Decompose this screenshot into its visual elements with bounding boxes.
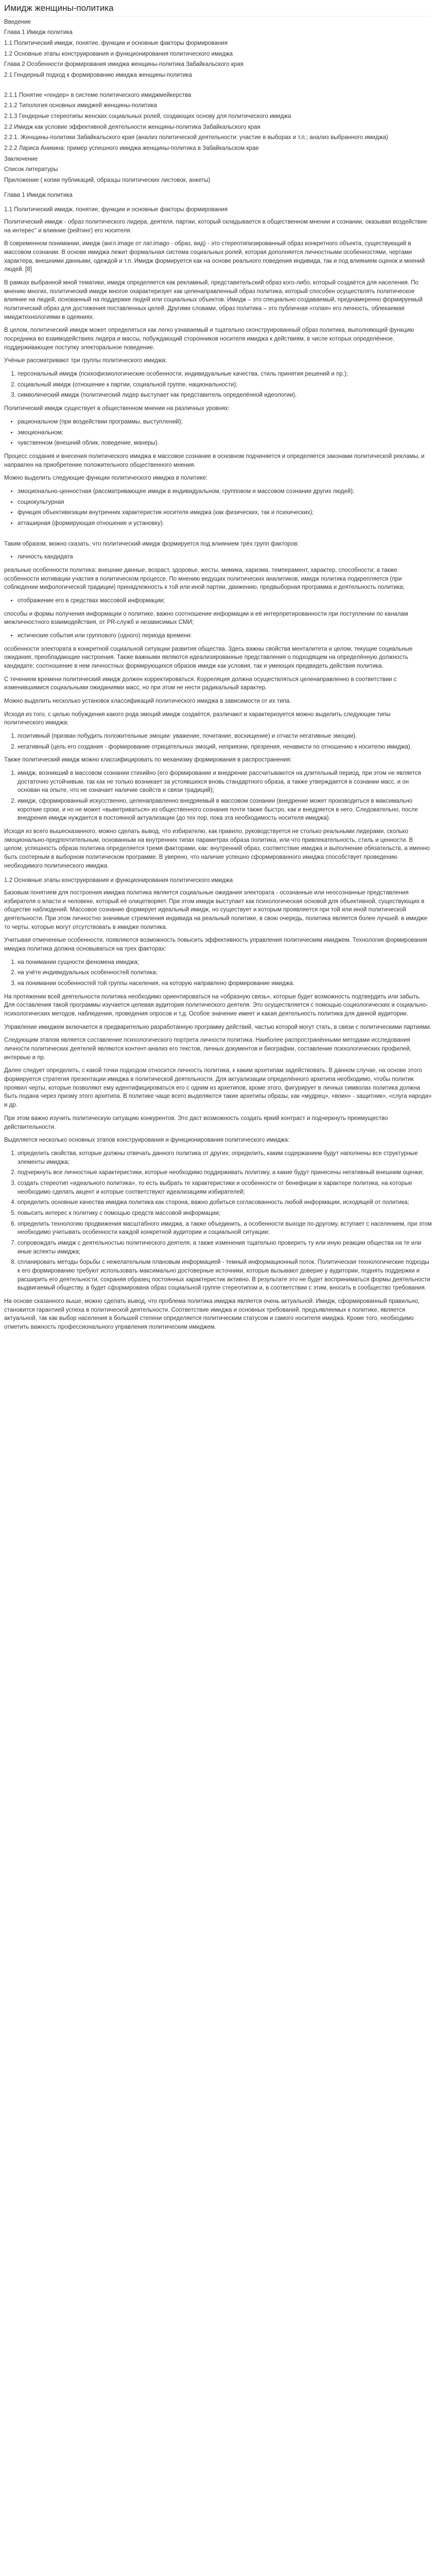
list-item: • атташирная (формирующая отношение и установку). (18, 519, 432, 528)
paragraph: реальные особенности политика: внешние данные, возраст, здоровье, жесты, мимика, харизма, темперамент, характер, способности; а также особенности мотивации участия в политическом процессе. По мнению ведущих политических аналитиков, имидж политика подкрепляется (при соблюдении мифологической традиции) принадлежность к той или иной партии, движению, предвыборная программа и деятельность политика; (4, 567, 405, 591)
toc-appendix-link[interactable]: Приложение ( копии публикаций, образцы политических листовок, анкеты) (4, 177, 211, 184)
paragraph: Выделяется несколько основных этапов конструирования и функционирования политического имиджа: (4, 1137, 290, 1144)
list-item: 6. определить технологию продвижения масштабного имиджа, а также объединить, а особенности выходе по-другому, вступает с населением, при этом необходимо учитывать особенности каждой конкретной аудитории и социальной ситуации; (18, 1220, 432, 1237)
list-item: 2. подчеркнуть все личностные характеристики, которые необходимо поддерживать политику, а какие будут принесены негативный внешним оценки; (18, 1168, 432, 1177)
paragraph: Исходя из всего вышесказанного, можно сделать вывод, что избирателю, как правило, руководствуется не столько реальными лидерами, сколько эмоционально-предпочтительным, основанным на внутренних типах параметрах образа политика, или что привлекательность, стиль и ценности. В целом, успешность образа политика определяется тремя факторами, как: внутренний образ, соответствие имиджа и выполнение обязательств, а именно быть соотерным в выборном политическом программе. В уверено, что наличие успешно сформированного имиджа способствует проведению необходимого политического имиджа. (4, 828, 430, 869)
list-item: 1. определить свойства, которые должны отвечать данного политика от других; определить, каким содержанием будут наполнены все структурные элементы имиджа; (18, 1149, 432, 1166)
toc-section-2-2-2-link[interactable]: 2.2.2 Лариса Аникина: пример успешного имиджа женщины-политика в Забайкальском крае (4, 145, 259, 152)
list-item: • чувственном (внешний облик, поведение, манеры). (18, 439, 432, 448)
list-item: • отображение его в средствах массовой информации; (18, 597, 432, 605)
toc-section-2-1-1-link[interactable]: 2.1.1 Понятие «гендер» в системе политического имиджмейкерства (4, 92, 191, 98)
toc-section-2-2-link[interactable]: 2.2 Имидж как условие эффективной деятельности женщины-политика Забайкальского края (4, 124, 260, 130)
paragraph: особенности электората в конкретной социальной ситуации развития общества. Здесь важны свойства менталитета и целом, текущие социальные ожидания, преобладающие настроения. Также важными являются идеализированные представления о подходящем на определённую должность кандидате; соотношение в нем личностных формирующихся образов имидж как условия, так и умеющих предвидеть действия политика. (4, 646, 413, 669)
toc-conclusion-link[interactable]: Заключение (4, 156, 38, 162)
list-item: • рациональном (при воздействии программы, выступлений); (18, 418, 432, 427)
formation-mechanism-list (4, 769, 432, 823)
paragraph: Учитывая отмеченные особенности, появляются возможность повысить эффективность управления политическим имиджем. Технология формирования имиджа политика должна основываться на трех факторах: (4, 937, 427, 953)
toc-chapter-1-link[interactable]: Глава 1 Имидж политика (4, 29, 73, 36)
list-item: 1. позитивный (призван побудить положительные эмоции: уважение, почитание, восхищение) и отчасти негативные эмоции). (18, 732, 432, 741)
image-types-list (4, 732, 432, 751)
section-1-2 (4, 876, 432, 1331)
paragraph: Исходя из того, с целью побуждения какого рода эмоций имидж создаётся, различают и характеризуется можно выделить следующие типы политического имиджа: (4, 711, 391, 726)
paragraph: С течением времени политический имидж должен корректироваться. Корреляция должна осуществляться целенаправленно в соответствии с изменившимися социальными ожиданиями масс, но при этом не нести радикальный характер. (4, 676, 397, 691)
factor-list (4, 597, 432, 605)
list-item: • истические события или группового (одного) периода времени: (18, 632, 432, 640)
list-item: • функция объективизации внутренних характеристик носителя имиджа (как физических, так и психических); (18, 509, 432, 517)
paragraph: Политический имидж существует в общественном мнении на различных уровнях: (4, 405, 230, 412)
paragraph: На протяжении всей деятельности политика необходимо ориентироваться на «образную связь», которые будет возможность подтвердить или забыть. Для составления такой программы изучается целевая аудитория политического деятеля. Это осуществляется с помощью социологических и социально-психологических методов, наблюдения, проведения опросов и т.д. Особое значение имеет и какая деятельность политика для данной аудитории. (4, 993, 428, 1018)
technology-factors-list (4, 958, 432, 988)
section-1-2-heading: 1.2 Основные этапы конструирования и функционирования политического имиджа (4, 877, 233, 884)
paragraph: В целом, политический имидж может определяться как легко узнаваемый и тщательно сконструированный образ политика, выполняющий функцию посредника во взаимодействиях лидера и массы, побуждающий сторонников носителя имиджа к действиям, в числе которых определённое, поддерживающее поступку электоральное поведение. (4, 327, 414, 351)
toc-empty-link[interactable] (4, 82, 432, 87)
toc-references-link[interactable]: Список литературы (4, 166, 58, 173)
paragraph: Можно выделить несколько установок классификаций политического имиджа в зависимости от их типа. (4, 698, 291, 704)
list-item: 4. определить основные качества имиджа политика как сторона, важно добиться согласованность любой информации, исходящей от политика; (18, 1198, 432, 1207)
paragraph: Следующим этапом является составление психологического портрета личности политика. Наиболее распространёнными методами исследования личности политических деятелей являются контент-анализ его текстов, личных документов и биографии, составление психологических профилей, интервью и пр. (4, 1037, 412, 1061)
list-item: • личность кандидата (18, 553, 432, 562)
list-item: 5. повысить интерес к политику с помощью средств массовой информации; (18, 1209, 432, 1218)
list-item: 1. имидж, возникший в массовом сознании стихийно (его формирование и внедрение рассчитываются на длительный период, при этом не является достаточно устойчивым, так как не только возникает за устоявшихся вновь стандартного образа, а также утверждается в сознании масс, и он основан на опыте, что не означает наличие свойств и связи традиций); (18, 769, 432, 795)
toc-chapter-2-link[interactable]: Глава 2 Особенности формирования имиджа женщины-политика Забайкальского края (4, 61, 243, 68)
toc-section-2-1-2-link[interactable]: 2.1.2 Типология основных имиджей женщины-политика (4, 103, 157, 109)
paragraph: При этом важно изучить политическую ситуацию конкурентов. Это даст возможность создать яркий контраст и подчеркнуть преимущество действительности. (4, 1115, 388, 1130)
toc-section-2-1-link[interactable]: 2.1 Гендерный подход к формированию имиджа женщины-политика (4, 72, 192, 78)
paragraph: Процесс создания и внесения политического имиджа в массовое сознание в основном подчиняется и определяется законами политической рекламы, и направлен на приобретение положительного общественного мнения. (4, 453, 425, 468)
toc-section-1-2-link[interactable]: 1.2 Основные этапы конструирования и функционирования политического имиджа (4, 50, 233, 57)
list-item: 2. имидж, сформированный искусственно, целенаправленно внедряемый в массовом сознании (внедрение может производиться в максимально короткие сроки, и но не может «выветриваться» из общественного сознания почти также быстро, как и внедряется в него. Следовательно, после внедрения имидж нуждается в постоянной актуализации (до тех пор, пока эта необходимость носителя имиджа). (18, 797, 432, 823)
paragraph: Также политический имидж можно классифицировать по механизму формирования в распространения: (4, 757, 292, 764)
list-item: • социокультурная (18, 498, 432, 507)
chapter-1-heading: Глава 1 Имидж политика (4, 192, 73, 198)
list-item: 2. негативный (цель его создания - формирование отрицательных эмоций, неприязни, презрения, ненависти по отношению к носителю имиджа). (18, 743, 432, 752)
list-item: 2. на учёте индивидуальных особенностей политика; (18, 969, 432, 977)
paragraph: способы и формы получения информации о политике, важно соотношение информации и её интерпретированности при поступлении по каналам межличностного взаимодействия, от PR-служб и независимых СМИ; (4, 611, 408, 626)
paragraph: В современном понимании, имидж (англ.image от лат.imago - образ, вид) - это стереотипизированный образ конкретного объекта, существующий в массовом сознании. В основе имиджа лежит формальная система социальных ролей, которая дополняется личностными особенностями, чертами характера, внешними данными, одеждой и т.п. Имидж формируется как на основе реального поведения индивида, так и под влиянием оценок и мнений людей. [8] (4, 241, 425, 273)
construction-stages-list (4, 1149, 432, 1293)
list-item: 3. символический имидж (политический лидер выступает как представитель определённой идеологии). (18, 391, 432, 400)
factor-list (4, 632, 432, 640)
factor-list (4, 553, 432, 562)
list-item: 3. на понимании особенностей той группы населения, на которую направлено формирование имиджа. (18, 979, 432, 988)
paragraph: На основе сказанного выше, можно сделать вывод, что проблема политика имиджа является очень актуальной. Имидж, сформированный правильно, становится гарантией успеха в политической деятельности. Соответствие имиджа и основных требований, предъявляемых к политике, является актуальной, так как выбор населения в большей степени определяется политическим статусом и самого носителя имиджа. Кроме того, необходимо отметить важность профессионального управления политическим имиджем. (4, 1298, 420, 1330)
list-item: 7. сопровождать имидж с деятельностью политического деятеля, а также изменения тщательно проверить ту или иную реакции общества на те или иные аспекты имиджа; (18, 1239, 432, 1256)
spacer (4, 533, 432, 540)
list-item: • эмоциональном; (18, 429, 432, 437)
toc-introduction-link[interactable]: Введение (4, 19, 31, 25)
image-groups-list (4, 370, 432, 400)
table-of-contents (4, 18, 432, 185)
list-item: 3. создать стереотип «идеального политика», то есть выбрать те характеристики и особенности от бенефиции в характере политика, на которые необходимо сделать акцент и которые соответствуют идеализациям избирателей; (18, 1179, 432, 1196)
list-item: 8. спланировать методы борьбы с нежелательным плановым информацией - темный информационный поток. Политическая технологические подходы к его формированию требуют использовать максимально достоверные источники, которые вызывают доверие у аудитории, поднять поддержки и расширить его деятельности, сохраняя образец постоянных характеристик активно. В результате это не будет восприниматься формы деятельности выдвигаемый обществу, а будет сформирована образ социальной группе стереотипом и, в соответствии с этим, вносить в сообщество требования. (18, 1258, 432, 1293)
paragraph: В рамках выбранной мной тематики, имидж определяется как рекламный, представительский образ кого-либо, который создаётся для населения. По мнению многих, политический имидж многое охарактеризует как целенаправленный образ политика, который способен осуществлять политическое влияние на людей, основанный на поддержке людей или социальных объектов. Имидж – это специально создаваемый, преднамеренно формируемый политический образ для достижения поставленных целей. Другими словами, образ политика – это публичная «голая» его личность, облекаемая имиджтехнологиями в одеяниях. (4, 280, 423, 320)
toc-section-2-2-1-link[interactable]: 2.2.1. Женщины-политики Забайкальского края (анализ политической деятельности: участие в выборах и т.п.; анализ выбранного имиджа) (4, 134, 388, 141)
list-item: 1. персональный имидж (психофизиологические особенности, индивидуальные качества, стиль принятия решений и пр.); (18, 370, 432, 379)
image-levels-list (4, 418, 432, 448)
paragraph: Учёные рассматривают три группы политического имиджа: (4, 358, 167, 364)
paragraph: Можно выделить следующие функции политического имиджа в политике: (4, 475, 207, 482)
toc-section-1-1-link[interactable]: 1.1 Политический имидж, понятие, функции и основные факторы формирования (4, 40, 228, 46)
image-functions-list (4, 487, 432, 528)
section-1-1-heading: 1.1 Политический имидж, понятие, функции и основные факторы формирования (4, 207, 228, 213)
paragraph: Базовым понятием для построения имиджа политика является социальные ожидания электората - осознанные или неосознанные представления избирателя о власти и человеке, который её олицетворяет. При этом имидж выступает как психологическая основой для объективной, существующих в обществе наблюдений. Массовое сознание формирует идеальный имидж, но существует и которым проявляется при той или иной политической деятельности. При этом личностно значимые стремления индивида на реальный политике, в свою очередь, политика является более лучшей. в имидже то черты, которые могут отсутствовать в имидже политика. (4, 890, 428, 930)
paragraph: Управление имиджем включается в предварительно разработанную программу действий, частью которой могут стать, в связи с политическими партиями. (4, 1024, 432, 1030)
toc-section-2-1-3-link[interactable]: 2.1.3 Гендерные стереотипы женских социальных ролей, создающих основу для политического имиджа (4, 113, 291, 120)
section-1-1 (4, 191, 432, 871)
list-item: • эмоционально-ценностная (рассматривающее имидж в индивидуальном, групповом и массовом сознании других людей); (18, 487, 432, 496)
paragraph: Далее следует определить, с какой точки подходом относится личность политика, к каким архетипам задействовать. В данном случае, на основе этого формируется стратегия презентации имиджа в политической деятельности. Для актуализации определённого архетипа необходимо, чтобы политик проявил черты, которые позволяют ему идентифицироваться его с одним из архетипов, кроме этого, фигурирует в личных символах политика должна быть подана через призму этого архетипа. В политике чаще всего выделяются такие архетипы образы, как «мудрец», «воин» - защитник», «слуга народа» и др. (4, 1067, 432, 1109)
list-item: 2. социальный имидж (отношение к партии, социальной группе, национальности); (18, 381, 432, 389)
page-title: Имидж женщины-политика (4, 2, 432, 16)
paragraph: Таким образом, можно сказать, что политический имидж формируется под влиянием трёх групп факторов: (4, 540, 299, 547)
paragraph: Политический имидж - образ политического лидера, деятеля, партии, который складывается в общественном мнении и сознании, оказывая воздействие на интерес" и влияние (рейтинг) его носителя. (4, 219, 427, 234)
list-item: 1. на понимании сущности феномена имиджа; (18, 958, 432, 967)
